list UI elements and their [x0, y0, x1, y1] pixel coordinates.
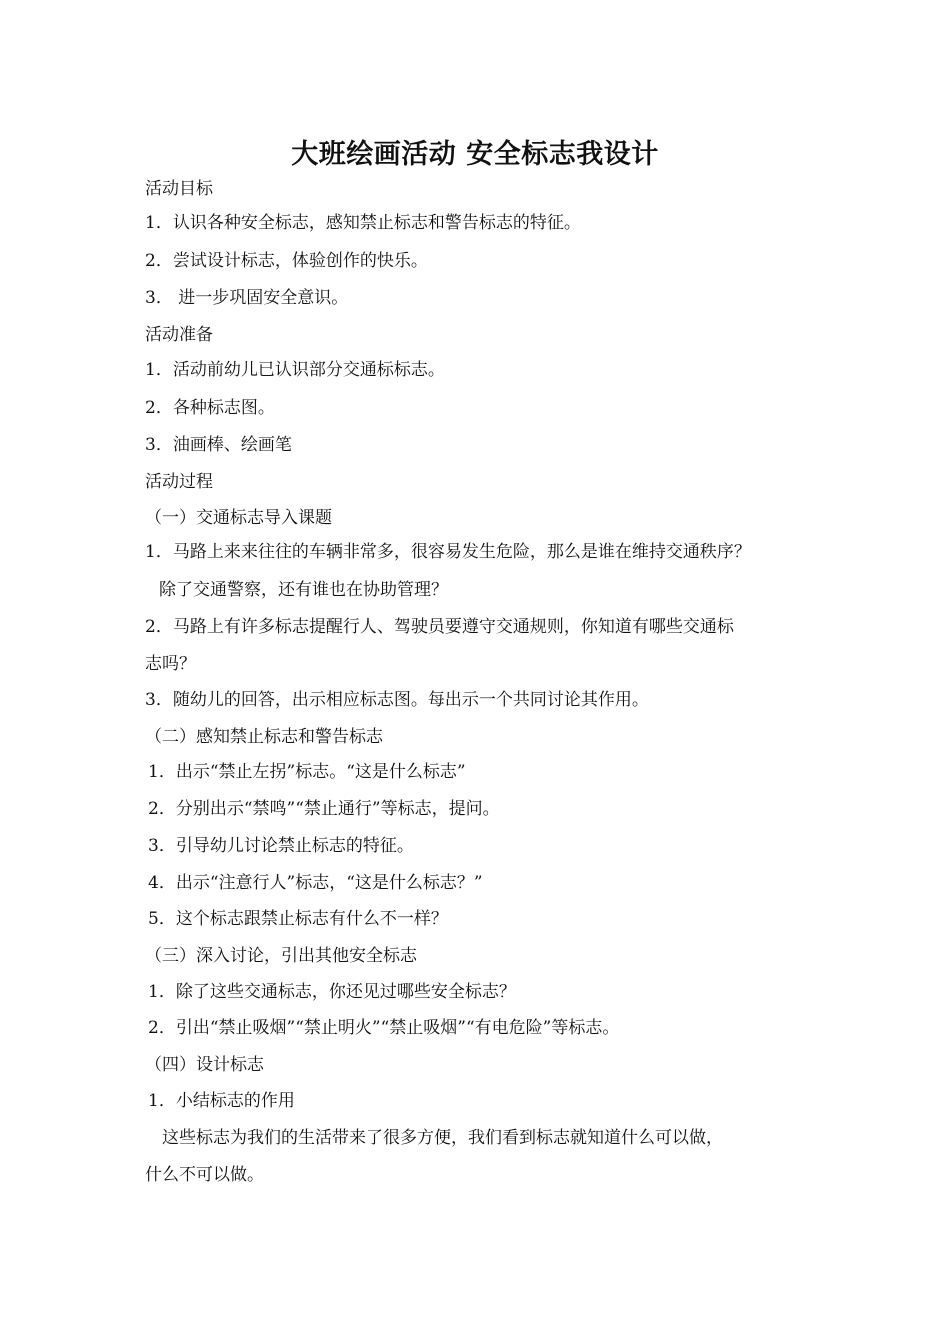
paragraph-line: 2．分别出示“禁鸣”“禁止通行”等标志，提问。 — [148, 799, 500, 819]
paragraph-line: 志吗？ — [145, 654, 196, 674]
paragraph-line: 1．出示“禁止左拐”标志。“这是什么标志” — [148, 762, 466, 782]
subsection-heading: （四）设计标志 — [145, 1055, 264, 1075]
paragraph-line: 1．认识各种安全标志，感知禁止标志和警告标志的特征。 — [145, 213, 581, 233]
document-title: 大班绘画活动 安全标志我设计 — [291, 139, 659, 170]
paragraph-line: 2．马路上有许多标志提醒行人、驾驶员要遵守交通规则，你知道有哪些交通标 — [145, 617, 734, 637]
paragraph-line: 1．除了这些交通标志，你还见过哪些安全标志？ — [148, 982, 516, 1002]
paragraph-line: 2．引出“禁止吸烟”“禁止明火”“禁止吸烟”“有电危险”等标志。 — [148, 1018, 620, 1038]
paragraph-line: 3．油画棒、绘画笔 — [145, 435, 292, 455]
paragraph-line: 2．各种标志图。 — [145, 398, 275, 418]
paragraph-line: 这些标志为我们的生活带来了很多方便，我们看到标志就知道什么可以做， — [162, 1128, 723, 1148]
paragraph-line: 什么不可以做。 — [145, 1165, 264, 1185]
paragraph-line: 1．活动前幼儿已认识部分交通标标志。 — [145, 360, 445, 380]
paragraph-line: 除了交通警察，还有谁也在协助管理？ — [159, 580, 448, 600]
paragraph-line: 3．引导幼儿讨论禁止标志的特征。 — [148, 836, 414, 856]
paragraph-line: 2．尝试设计标志，体验创作的快乐。 — [145, 251, 428, 271]
paragraph-line: 5．这个标志跟禁止标志有什么不一样？ — [148, 909, 448, 929]
subsection-heading: （一）交通标志导入课题 — [145, 508, 332, 528]
paragraph-line: 1．马路上来来往往的车辆非常多，很容易发生危险，那么是谁在维持交通秩序？ — [145, 542, 751, 562]
paragraph-line: 1．小结标志的作用 — [148, 1091, 295, 1111]
paragraph-line: 3． 进一步巩固安全意识。 — [145, 288, 349, 308]
paragraph-line: 4．出示“注意行人”标志，“这是什么标志？” — [148, 873, 483, 893]
subsection-heading: （三）深入讨论，引出其他安全标志 — [145, 946, 417, 966]
section-heading-goals: 活动目标 — [145, 179, 213, 199]
paragraph-line: 3．随幼儿的回答，出示相应标志图。每出示一个共同讨论其作用。 — [145, 690, 649, 710]
section-heading-process: 活动过程 — [145, 472, 213, 492]
subsection-heading: （二）感知禁止标志和警告标志 — [145, 727, 383, 747]
section-heading-preparation: 活动准备 — [145, 325, 213, 345]
